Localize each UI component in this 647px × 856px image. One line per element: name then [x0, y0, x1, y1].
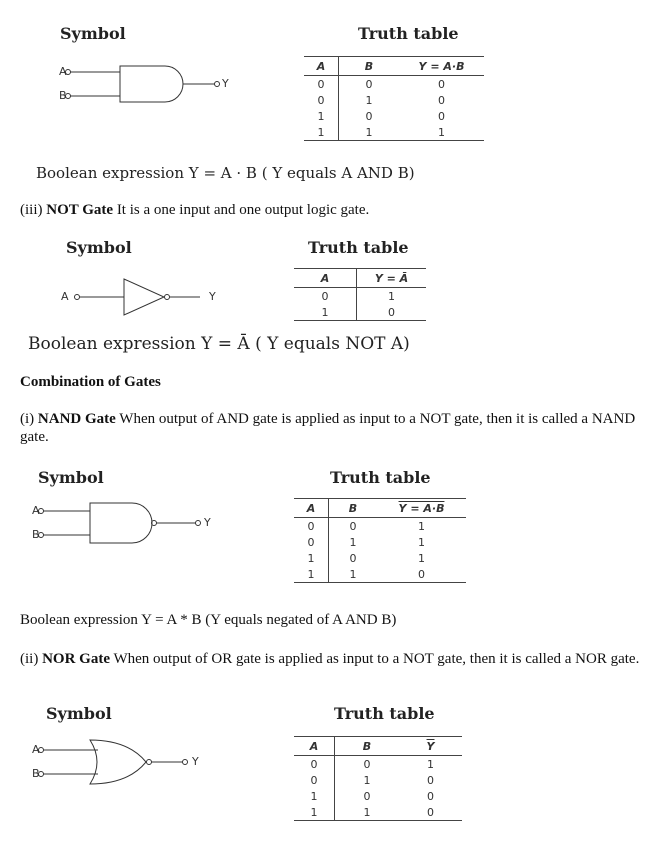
and-expression: Boolean expression Y = A · B ( Y equals A AND B) [36, 164, 415, 182]
table-row: 1 1 0 [294, 566, 466, 583]
nand-expression: Boolean expression Y = A * B (Y equals negated of A AND B) [20, 612, 397, 628]
nor-intro: (ii) NOR Gate When output of OR gate is applied as input to a NOT gate, then it is called a NOR gate. [20, 651, 640, 667]
nand-intro: (i) NAND Gate When output of AND gate is applied as input to a NOT gate, then it is called a NAND gate. [20, 411, 636, 445]
table-row: 0 1 [294, 288, 426, 305]
not-intro: (iii) NOT Gate It is a one input and one output logic gate. [20, 202, 370, 218]
not-truth-table [294, 268, 426, 321]
table-row: 0 0 0 [304, 76, 484, 93]
nor-gate-symbol [28, 738, 238, 788]
and-th-a: A [304, 57, 339, 76]
nor-symbol-label: Symbol [46, 704, 112, 723]
not-th-a: A [294, 269, 357, 288]
nor-th-y: $\overline{Y}$ [399, 737, 462, 756]
table-row: 1 0 0 [294, 788, 462, 804]
nand-input-b: B [32, 528, 40, 541]
table-row: 1 0 0 [304, 108, 484, 124]
nand-gate-name: NAND Gate [37, 411, 116, 427]
and-th-y: Y = A·B [399, 57, 484, 76]
table-row: 0 0 1 [294, 518, 466, 535]
nor-th-a: A [294, 737, 335, 756]
and-input-b: B [59, 89, 67, 102]
not-expression: Boolean expression Y = Ā ( Y equals NOT A) [28, 334, 410, 354]
table-row: 0 1 1 [294, 534, 466, 550]
nor-th-b: B [335, 737, 400, 756]
table-row: 1 1 0 [294, 804, 462, 821]
nor-truth-table [294, 736, 462, 821]
table-row: 1 0 1 [294, 550, 466, 566]
not-input-a: A [61, 290, 69, 303]
table-row: 1 0 [294, 304, 426, 321]
table-row: 0 1 0 [304, 92, 484, 108]
and-truth-table [304, 56, 484, 141]
not-gate-name: NOT Gate [46, 202, 114, 218]
nand-truth-label: Truth table [330, 468, 431, 487]
not-truth-label: Truth table [308, 238, 409, 257]
combination-heading: Combination of Gates [20, 374, 161, 390]
nor-input-a: A [32, 743, 40, 756]
and-input-a: A [59, 65, 67, 78]
nor-gate-icon [28, 738, 238, 788]
table-row: 0 0 1 [294, 756, 462, 773]
and-symbol-label: Symbol [60, 24, 126, 43]
table-row: 1 1 1 [304, 124, 484, 141]
nor-output-y: Y [192, 755, 199, 768]
not-symbol-label: Symbol [66, 238, 132, 257]
nor-truth-label: Truth table [334, 704, 435, 723]
nand-th-b: B [329, 499, 378, 518]
not-th-y: Y = Ā [357, 269, 427, 288]
nand-th-y: Y = A·B [377, 499, 466, 518]
and-truth-label: Truth table [358, 24, 459, 43]
nand-truth-table [294, 498, 466, 583]
nor-gate-name: NOR Gate [42, 651, 110, 667]
not-output-y: Y [209, 290, 216, 303]
table-row: 0 1 0 [294, 772, 462, 788]
nor-input-b: B [32, 767, 40, 780]
not-gate-icon [60, 275, 260, 319]
nand-symbol-label: Symbol [38, 468, 104, 487]
nand-input-a: A [32, 504, 40, 517]
nand-output-y: Y [204, 516, 211, 529]
not-gate-symbol [60, 275, 260, 319]
and-output-y: Y [222, 77, 229, 90]
and-th-b: B [339, 57, 400, 76]
nand-th-a: A [294, 499, 329, 518]
